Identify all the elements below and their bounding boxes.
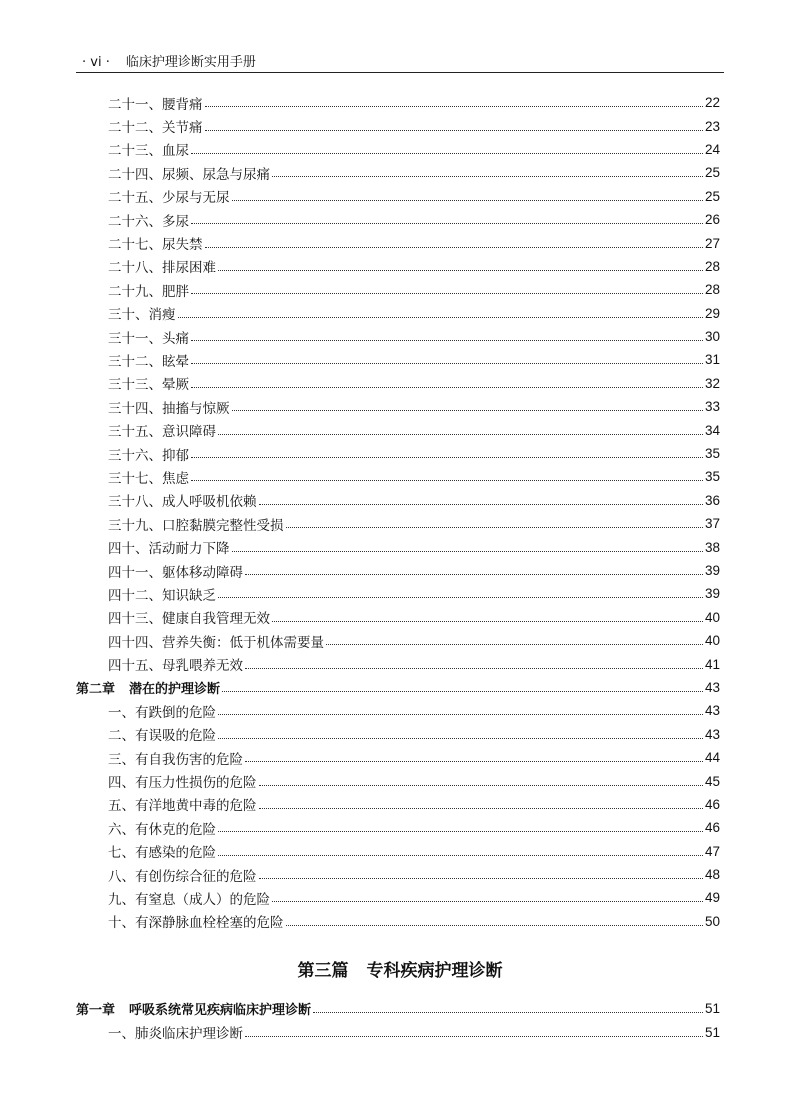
toc-entry-page: 43 [704,703,720,719]
toc-entry-label: 三十六、抑郁 [108,447,189,464]
dot-leader [272,621,703,622]
toc-entry-label: 三十二、眩晕 [108,353,189,370]
toc-entry-label: 十、有深静脉血栓栓塞的危险 [108,915,284,932]
toc-entry[interactable] [76,91,720,114]
toc-entry[interactable] [76,863,720,886]
toc-entry-label: 三十、消瘦 [108,307,176,324]
toc-entry[interactable] [76,208,720,231]
dot-leader [191,223,703,224]
toc-entry-page: 26 [704,212,720,228]
toc-entry-page: 25 [704,165,720,181]
toc-entry[interactable] [76,255,720,278]
toc-entry[interactable] [76,629,720,652]
toc-entry-label: 三十七、焦虑 [108,470,189,487]
toc-entry-page: 28 [704,258,720,274]
toc-entry-label: 三十九、口腔黏膜完整性受损 [108,517,284,534]
toc-entry-page: 27 [704,235,720,251]
toc-entry-page: 36 [704,492,720,508]
chapter-title: 呼吸系统常见疾病临床护理诊断 [129,1003,312,1019]
dot-leader [232,200,703,201]
toc-entry-page: 38 [704,539,720,555]
page-number: 51 [704,1001,720,1017]
dot-leader [218,831,703,832]
toc-entry-page: 35 [704,446,720,462]
toc-entry[interactable] [76,793,720,816]
toc-list-part3-chapter1 [76,1020,720,1043]
toc-entry[interactable] [76,138,720,161]
dot-leader [205,106,703,107]
toc-entry-label: 四十四、营养失衡：低于机体需要量 [108,634,324,651]
toc-entry[interactable] [76,185,720,208]
toc-entry-page: 45 [704,773,720,789]
toc-entry[interactable] [76,418,720,441]
toc-chapter-2[interactable] [76,676,720,699]
toc-entry-page: 40 [704,633,720,649]
dot-leader [259,878,703,879]
toc-entry[interactable] [76,559,720,582]
toc-entry-page: 35 [704,469,720,485]
toc-entry-label: 三十四、抽搐与惊厥 [108,400,230,417]
toc-entry-page: 44 [704,750,720,766]
dot-leader [245,1036,703,1037]
page-number: 43 [704,679,720,695]
dot-leader [272,176,703,177]
dot-leader [218,714,703,715]
toc-entry-label: 二十三、血尿 [108,143,189,160]
table-of-contents-part3 [76,997,720,1044]
dot-leader [218,270,703,271]
toc-entry-label: 三十三、晕厥 [108,377,189,394]
dot-leader [218,855,703,856]
dot-leader [232,410,703,411]
toc-entry-page: 43 [704,726,720,742]
toc-entry[interactable] [76,278,720,301]
dot-leader [191,363,703,364]
toc-entry-page: 48 [704,867,720,883]
toc-entry-label: 五、有洋地黄中毒的危险 [108,798,257,815]
toc-entry-page: 33 [704,399,720,415]
dot-leader [205,130,703,131]
toc-entry-page: 25 [704,188,720,204]
toc-entry[interactable] [76,372,720,395]
toc-entry-label: 一、有跌倒的危险 [108,704,216,721]
toc-entry[interactable] [76,161,720,184]
toc-entry-label: 四十五、母乳喂养无效 [108,658,243,675]
toc-entry-page: 46 [704,796,720,812]
dot-leader [259,808,703,809]
toc-entry-page: 51 [704,1024,720,1040]
toc-entry[interactable] [76,840,720,863]
dot-leader [245,668,703,669]
toc-entry[interactable] [76,816,720,839]
toc-entry[interactable] [76,325,720,348]
chapter-number: 第二章 [76,681,116,697]
dot-leader [326,644,703,645]
toc-entry-page: 50 [704,913,720,929]
toc-entry[interactable] [76,769,720,792]
toc-entry-page: 46 [704,820,720,836]
toc-entry-label: 八、有创伤综合征的危险 [108,868,257,885]
header-book-title: 临床护理诊断实用手册 [125,55,256,70]
chapter-title: 潜在的护理诊断 [129,681,221,697]
toc-entry-page: 37 [704,516,720,532]
toc-entry-label: 四十三、健康自我管理无效 [108,611,270,628]
toc-entry[interactable] [76,535,720,558]
dot-leader [272,901,703,902]
toc-entry[interactable] [76,512,720,535]
dot-leader [218,597,703,598]
toc-entry[interactable] [76,348,720,371]
table-of-contents [76,91,720,933]
toc-entry[interactable] [76,886,720,909]
toc-entry-page: 41 [704,656,720,672]
dot-leader [286,925,703,926]
toc-entry-label: 六、有休克的危险 [108,821,216,838]
toc-entry-label: 三、有自我伤害的危险 [108,751,243,768]
toc-entry-page: 28 [704,282,720,298]
dot-leader [191,387,703,388]
toc-entry[interactable] [76,723,720,746]
toc-entry-label: 四十一、躯体移动障碍 [108,564,243,581]
toc-entry-label: 二十六、多尿 [108,213,189,230]
header-page-number: · vi · [82,55,110,70]
toc-entry-page: 30 [704,329,720,345]
toc-entry-page: 34 [704,422,720,438]
toc-entry-label: 二十四、尿频、尿急与尿痛 [108,166,270,183]
toc-entry[interactable] [76,395,720,418]
toc-entry-label: 四十、活动耐力下降 [108,541,230,558]
toc-entry-label: 一、肺炎临床护理诊断 [108,1026,243,1043]
dot-leader [191,153,703,154]
dot-leader [259,785,703,786]
toc-entry[interactable] [76,1020,720,1043]
toc-entry-page: 40 [704,609,720,625]
toc-entry-page: 31 [704,352,720,368]
part-title: 专科疾病护理诊断 [366,961,503,981]
toc-entry-page: 22 [704,95,720,111]
toc-entry[interactable] [76,606,720,629]
toc-entry-label: 二十五、少尿与无尿 [108,190,230,207]
toc-entry-page: 39 [704,563,720,578]
dot-leader [286,527,703,528]
toc-entry[interactable] [76,302,720,325]
part-heading [0,956,800,981]
toc-entry-label: 三十八、成人呼吸机依赖 [108,494,257,511]
toc-entry-label: 二十八、排尿困难 [108,260,216,277]
chapter-number: 第一章 [76,1003,116,1019]
toc-entry[interactable] [76,231,720,254]
dot-leader [178,317,703,318]
toc-entry[interactable] [76,746,720,769]
toc-entry-label: 七、有感染的危险 [108,845,216,862]
toc-entry-label: 四、有压力性损伤的危险 [108,775,257,792]
toc-entry[interactable] [76,442,720,465]
running-header [76,47,724,73]
dot-leader [191,293,703,294]
toc-entry-label: 三十五、意识障碍 [108,424,216,441]
toc-chapter-1[interactable] [76,997,720,1020]
toc-entry-label: 二十二、关节痛 [108,120,203,137]
dot-leader [191,340,703,341]
toc-entry-label: 二、有误吸的危险 [108,728,216,745]
toc-entry[interactable] [76,910,720,933]
toc-entry-page: 23 [704,118,720,134]
dot-leader [245,574,703,575]
dot-leader [191,457,703,458]
toc-entry[interactable] [76,465,720,488]
dot-leader [218,434,703,435]
dot-leader [191,480,703,481]
dot-leader [245,761,703,762]
toc-entry-page: 49 [704,890,720,906]
toc-entry[interactable] [76,652,720,675]
dot-leader [205,247,703,248]
part-number: 第三篇 [297,961,349,981]
dot-leader [218,738,703,739]
toc-entry-page: 47 [704,843,720,859]
toc-entry-page: 29 [704,305,720,321]
toc-entry-page: 39 [704,586,720,602]
toc-entry[interactable] [76,582,720,605]
toc-entry-label: 二十七、尿失禁 [108,237,203,254]
toc-entry-page: 32 [704,375,720,391]
toc-entry[interactable] [76,699,720,722]
dot-leader [259,504,703,505]
toc-entry-label: 四十二、知识缺乏 [108,587,216,604]
toc-entry[interactable] [76,489,720,512]
toc-entry-label: 三十一、头痛 [108,330,189,347]
toc-entry-label: 二十一、腰背痛 [108,96,203,113]
toc-list-part2-chapter1 [76,91,720,676]
dot-leader [313,1012,703,1013]
toc-entry-label: 九、有窒息（成人）的危险 [108,891,270,908]
toc-entry-page: 24 [704,141,720,157]
dot-leader [222,691,703,692]
dot-leader [232,551,703,552]
toc-entry-label: 二十九、肥胖 [108,283,189,300]
toc-entry[interactable] [76,114,720,137]
toc-list-chapter2 [76,699,720,933]
